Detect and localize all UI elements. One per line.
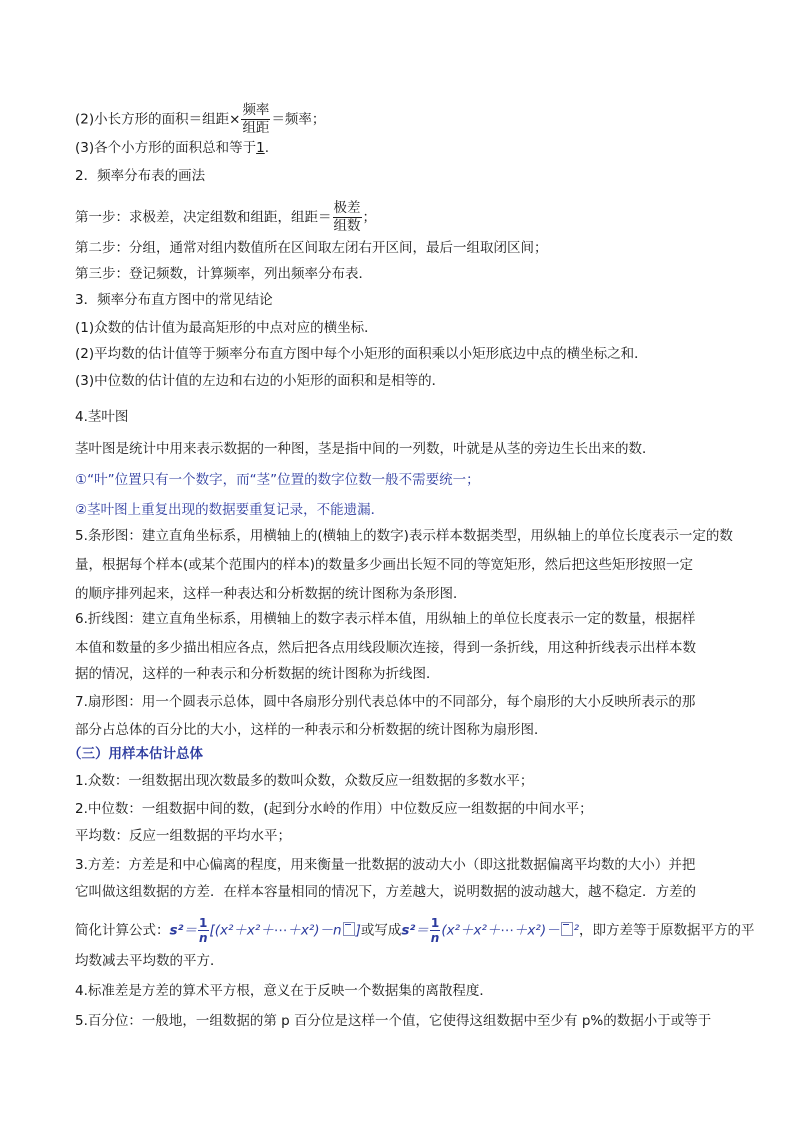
- variance-text-2: 它叫做这组数据的方差．在样本容量相同的情况下，方差越大，说明数据的波动越大，越不稳定．方差的: [75, 884, 696, 900]
- underlined-value: 1: [256, 140, 265, 156]
- fraction-one-over-n-alt: [430, 916, 441, 945]
- formula-body-alt: (x²＋x²＋⋯＋x²)－: [441, 922, 560, 939]
- fraction-freq-over-width: [241, 102, 270, 137]
- rect-area-line: [75, 102, 325, 137]
- text: (2)小长方形的面积＝组距×: [75, 111, 241, 128]
- text: 第一步：求极差，决定组数和组距，组距＝: [75, 209, 332, 226]
- step1-line: [75, 200, 376, 235]
- line-chart-text-2: 本值和数量的多少描出相应各点，然后把各点用线段顺次连接，得到一条折线，用这种折线表示出样本数: [75, 640, 696, 656]
- text: ＝频率；: [271, 111, 326, 128]
- conclusion-median: (3)中位数的估计值的左边和右边的小矩形的面积和是相等的．: [75, 373, 446, 389]
- step2-line: 第二步：分组，通常对组内数值所在区间取左闭右开区间，最后一组取闭区间；: [75, 240, 548, 256]
- formula-s2: s²: [169, 922, 184, 939]
- stem-leaf-note-2: ②茎叶图上重复出现的数据要重复记录，不能遗漏．: [75, 502, 385, 518]
- text: 简化计算公式：: [75, 922, 170, 939]
- median-definition: 2.中位数：一组数据中间的数，(起到分水岭的作用）中位数反应一组数据的中间水平；: [75, 801, 593, 817]
- heading-stem-leaf: 4.茎叶图: [75, 409, 129, 425]
- stem-leaf-definition: 茎叶图是统计中用来表示数据的一种图，茎是指中间的一列数，叶就是从茎的旁边生长出来的数．: [75, 441, 656, 457]
- stem-leaf-note-1: ①“叶”位置只有一个数字，而“茎”位置的数字位数一般不需要统一；: [75, 472, 480, 488]
- formula-equals: ＝: [415, 922, 429, 939]
- std-dev-definition: 4.标准差是方差的算术平方根，意义在于反映一个数据集的离散程度．: [75, 983, 493, 999]
- variance-text-4: 均数减去平均数的平方．: [75, 953, 224, 969]
- formula-s2-alt: s²: [401, 922, 416, 939]
- pie-chart-text-1: 7.扇形图：用一个圆表示总体，圆中各扇形分别代表总体中的不同部分，每个扇形的大小反映所表示的那: [75, 694, 696, 710]
- text: ，即方差等于原数据平方的平: [579, 922, 755, 939]
- formula-equals: ＝: [183, 922, 197, 939]
- xbar-symbol: [343, 922, 355, 936]
- fraction-denominator: n: [198, 931, 208, 945]
- variance-formula-line: [75, 916, 755, 945]
- line-chart-text-1: 6.折线图：建立直角坐标系，用横轴上的数字表示样本值，用纵轴上的单位长度表示一定的数量，根据样: [75, 611, 696, 627]
- line-chart-text-3: 据的情况，这样的一种表示和分析数据的统计图称为折线图．: [75, 666, 440, 682]
- text: (3)各个小方形的面积总和等于: [75, 140, 257, 156]
- formula-end: ]: [355, 922, 361, 939]
- heading-histogram-conclusions: 3．频率分布直方图中的常见结论: [75, 292, 273, 308]
- fraction-numerator: 1: [199, 916, 208, 930]
- section-heading-estimate: （三）用样本估计总体: [68, 746, 203, 762]
- fraction-numerator: 1: [430, 916, 440, 930]
- bar-chart-text-3: 的顺序排列起来，这样一种表达和分析数据的统计图称为条形图．: [75, 586, 467, 602]
- percentile-definition: 5.百分位：一般地，一组数据的第 p 百分位是这样一个值，它使得这组数据中至少有 p%的数据小于或等于: [75, 1013, 712, 1029]
- fraction-range-over-groups: [333, 200, 362, 235]
- fraction-numerator: 频率: [242, 102, 270, 118]
- heading-freq-table: 2．频率分布表的画法: [75, 168, 206, 184]
- pie-chart-text-2: 部分占总体的百分比的大小，这样的一种表示和分析数据的统计图称为扇形图．: [75, 722, 548, 738]
- fraction-denominator: 组距: [242, 120, 270, 136]
- bar-chart-text-1: 5.条形图：建立直角坐标系，用横轴上的(横轴上的数字)表示样本数据类型，用纵轴上的单位长度表示一定的数: [75, 528, 733, 544]
- text: .: [264, 140, 270, 156]
- formula-body: [(x²＋x²＋⋯＋x²)－n: [209, 922, 342, 939]
- xbar-symbol: [561, 922, 573, 936]
- conclusion-mode: (1)众数的估计值为最高矩形的中点对应的横坐标．: [75, 320, 378, 336]
- fraction-numerator: 极差: [333, 200, 361, 216]
- bar-chart-text-2: 量，根据每个样本(或某个范围内的样本)的数量多少画出长短不同的等宽矩形，然后把这些矩形按照一定: [75, 557, 694, 573]
- area-sum-line: [75, 138, 269, 158]
- text: ；: [362, 209, 376, 226]
- mean-definition: 平均数：反应一组数据的平均水平；: [75, 828, 291, 844]
- fraction-one-over-n: [198, 916, 209, 945]
- text: 或写成: [360, 922, 402, 939]
- fraction-denominator: 组数: [333, 218, 361, 234]
- fraction-denominator: n: [430, 931, 440, 945]
- mode-definition: 1.众数：一组数据出现次数最多的数叫众数，众数反应一组数据的多数水平；: [75, 773, 534, 789]
- formula-end: ²: [573, 922, 580, 939]
- variance-text-1: 3.方差：方差是和中心偏离的程度，用来衡量一批数据的波动大小（即这批数据偏离平均数的大小）并把: [75, 857, 696, 873]
- conclusion-mean: (2)平均数的估计值等于频率分布直方图中每个小矩形的面积乘以小矩形底边中点的横坐标之和．: [75, 346, 648, 362]
- step3-line: 第三步：登记频数，计算频率，列出频率分布表．: [75, 266, 372, 282]
